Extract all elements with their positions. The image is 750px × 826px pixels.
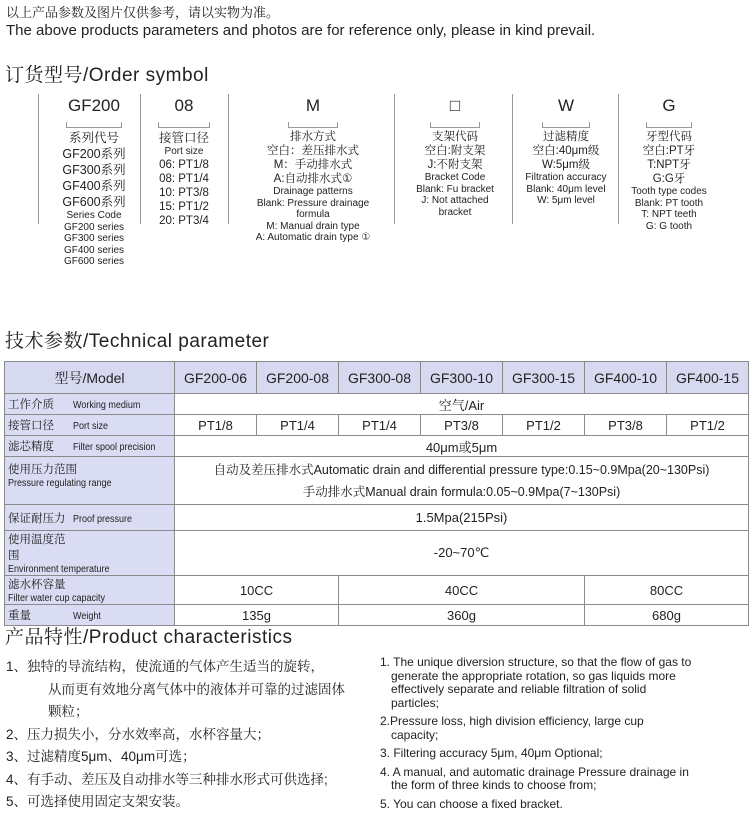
port-cell: PT3/8 (585, 415, 667, 436)
order-desc-line: J:不附支架 (427, 159, 483, 171)
table-row (5, 436, 749, 457)
characteristics-title: 产品特性/Product characteristics (5, 627, 293, 648)
port-cell: PT1/2 (503, 415, 585, 436)
list-item: 1、独特的导流结构，使流通的气体产生适当的旋转， (6, 659, 325, 674)
order-desc-line: M：手动排水式 (273, 159, 353, 171)
model-cell: GF400-10 (585, 362, 667, 394)
model-label: 型号/Model (5, 362, 175, 394)
order-code-desc (518, 130, 614, 207)
order-symbol-diagram (54, 94, 714, 290)
list-item-line: particles; (391, 695, 440, 710)
list-item-line: generate the appropriate rotation, so gas liquids more (391, 668, 676, 683)
order-desc-line: G:G牙 (652, 173, 686, 185)
order-desc-line: A: Automatic drain type ① (255, 232, 371, 243)
order-code: G (662, 96, 676, 115)
order-desc-line: M: Manual drain type (266, 220, 360, 232)
characteristics-en (380, 656, 746, 816)
order-code-desc (400, 130, 510, 218)
weight-cell: 360g (339, 605, 585, 626)
order-desc-line: T: NPT teeth (641, 209, 697, 220)
order-desc-line: GF600系列 (62, 195, 126, 209)
list-item-line: 1. The unique diversion structure, so that the flow of gas to (380, 655, 692, 669)
list-item (380, 747, 746, 761)
order-desc-line: GF300 series (63, 233, 125, 244)
list-item (380, 766, 746, 793)
order-desc-line: Filtration accuracy (525, 172, 607, 183)
list-item: 4、有手动、差压及自动排水等三种排水形式可供选择; (6, 771, 328, 787)
pressure-line-manual: 手动排水式Manual drain formula:0.05~0.9Mpa(7~130Psi) (302, 484, 621, 499)
order-desc-line: GF400系列 (62, 179, 126, 193)
bracket-line (140, 94, 146, 224)
list-item-line: the form of three kinds to choose from; (391, 778, 597, 792)
list-item (380, 715, 746, 742)
pressure-value (175, 457, 749, 505)
cup-cell: 40CC (339, 576, 585, 605)
list-item: 2、压力损失小，分水效率高，水杯容量大； (6, 726, 271, 742)
row-label: 使用压力范围Pressure regulating range (5, 457, 175, 505)
order-desc-line: Blank: Fu bracket (416, 183, 494, 195)
order-desc-line: Blank: Pressure drainage (256, 197, 370, 209)
table-row (5, 505, 749, 531)
row-label: 使用温度范围Environment temperature (5, 531, 175, 576)
underline-bracket (646, 122, 692, 128)
bracket-line (618, 94, 624, 224)
list-item: 从而更有效地分离气体中的液体并可靠的过滤固体 (48, 681, 345, 697)
row-label: 滤水杯容量Filter water cup capacity (5, 576, 175, 605)
list-item-line: effectively separate and reliable filtration of solid (391, 682, 647, 696)
order-desc-line: 20: PT3/4 (159, 214, 209, 227)
order-desc-line: Bracket Code (424, 172, 486, 183)
bracket-line (512, 94, 518, 224)
underline-bracket (430, 122, 480, 128)
order-desc-line: 空白：差压排水式 (267, 145, 359, 157)
disclaimer-en: The above products parameters and photos are for reference only, please in kind prevail. (6, 22, 596, 39)
list-item-line: 3. Filtering accuracy 5μm, 40μm Optional; (380, 746, 603, 760)
order-desc-line: 15: PT1/2 (159, 200, 209, 213)
order-desc-line: GF600 series (63, 256, 125, 267)
medium-value: 空气/Air (175, 394, 749, 415)
table-row (5, 394, 749, 415)
order-desc-line: Port size (164, 146, 204, 157)
row-label: 接管口径 Port size (5, 415, 175, 436)
temp-value: -20~70℃ (175, 531, 749, 576)
row-label: 工作介质 Working medium (5, 394, 175, 415)
order-desc-line: 过滤精度 (543, 131, 589, 143)
order-desc-line: GF400 series (63, 244, 125, 256)
order-desc-line: W:5μm级 (542, 159, 590, 171)
list-item-line: 4. A manual, and automatic drainage Pressure drainage in (380, 764, 689, 779)
order-code: 08 (174, 96, 194, 115)
order-desc-line: T:NPT牙 (647, 159, 691, 171)
underline-bracket (66, 122, 122, 128)
weight-cell: 135g (175, 605, 339, 626)
list-item (380, 798, 746, 812)
order-desc-line: bracket (438, 206, 472, 218)
order-code-desc (234, 130, 392, 244)
order-desc-line: GF300系列 (62, 163, 126, 177)
model-cell: GF300-08 (339, 362, 421, 394)
order-desc-line: 空白:40μm级 (532, 145, 600, 157)
order-desc-line: A:自动排水式① (273, 173, 353, 185)
order-desc-line: Blank: 40μm level (526, 183, 606, 195)
order-desc-line: 支架代码 (432, 131, 478, 143)
order-code: W (557, 96, 575, 115)
pressure-line-auto: 自动及差压排水式Automatic drain and differential pressure type:0.15~0.9Mpa(20~130Psi) (213, 462, 710, 477)
order-desc-line: 08: PT1/4 (159, 172, 209, 185)
order-desc-line: formula (296, 209, 330, 220)
order-desc-line: 接管口径 (158, 131, 209, 145)
characteristics-cn (6, 656, 366, 814)
order-desc-line: Tooth type codes (631, 186, 707, 197)
disclaimer-cn: 以上产品参数及图片仅供参考，请以实物为准。 (6, 5, 280, 20)
cup-cell: 10CC (175, 576, 339, 605)
list-item-line: capacity; (391, 727, 439, 742)
order-code: M (305, 96, 321, 115)
order-desc-line: Series Code (66, 210, 122, 221)
order-desc-line: 排水方式 (290, 131, 336, 143)
bracket-line (228, 94, 234, 224)
list-item (380, 656, 746, 710)
port-cell: PT1/4 (339, 415, 421, 436)
order-desc-line: 空白:附支架 (424, 145, 486, 157)
list-item: 颗粒； (48, 704, 89, 719)
row-label: 保证耐压力 Proof pressure (5, 505, 175, 531)
tech-param-title: 技术参数/Technical parameter (5, 331, 270, 352)
weight-cell: 680g (585, 605, 749, 626)
model-cell: GF300-15 (503, 362, 585, 394)
model-cell: GF200-06 (175, 362, 257, 394)
underline-bracket (542, 122, 590, 128)
order-code-desc (54, 130, 134, 268)
port-cell: PT1/2 (667, 415, 749, 436)
bracket-line (38, 94, 44, 224)
order-desc-line: GF200系列 (62, 147, 126, 161)
order-desc-line: W: 5μm level (537, 195, 595, 206)
port-cell: PT3/8 (421, 415, 503, 436)
order-desc-line: 10: PT3/8 (159, 186, 209, 199)
underline-bracket (288, 122, 338, 128)
order-desc-line: 牙型代码 (646, 131, 692, 143)
list-item-line: 2.Pressure loss, high division efficiency, large cup (380, 714, 644, 728)
order-desc-line: 系列代号 (68, 131, 119, 145)
model-cell: GF200-08 (257, 362, 339, 394)
order-code: GF200 (68, 96, 120, 115)
port-cell: PT1/4 (257, 415, 339, 436)
list-item: 3、过滤精度5μm、40μm可选； (6, 749, 196, 764)
table-row (5, 531, 749, 576)
table-row (5, 457, 749, 505)
table-row (5, 576, 749, 605)
order-desc-line: Drainage patterns (273, 186, 353, 197)
order-desc-line: 空白:PT牙 (642, 145, 696, 157)
cup-cell: 80CC (585, 576, 749, 605)
port-cell: PT1/8 (175, 415, 257, 436)
order-code-desc (624, 130, 714, 232)
order-code-desc (146, 130, 222, 228)
spec-table (4, 361, 749, 626)
list-item: 5、可选择使用固定支架安装。 (6, 794, 190, 809)
precision-value: 40μm或5μm (175, 436, 749, 457)
list-item-line: 5. You can choose a fixed bracket. (380, 796, 563, 811)
bracket-line (394, 94, 400, 224)
order-desc-line: 06: PT1/8 (159, 158, 209, 171)
model-cell: GF400-15 (667, 362, 749, 394)
model-cell: GF300-10 (421, 362, 503, 394)
order-symbol-title: 订货型号/Order symbol (5, 65, 209, 86)
row-label: 滤芯精度 Filter spool precision (5, 436, 175, 457)
underline-bracket (158, 122, 210, 128)
order-desc-line: GF200 series (63, 221, 125, 233)
order-desc-line: Blank: PT tooth (634, 197, 704, 209)
order-desc-line: J: Not attached (421, 195, 489, 206)
table-row (5, 415, 749, 436)
row-label: 重量 Weight (5, 605, 175, 626)
order-code: □ (449, 96, 461, 115)
table-header-row (5, 362, 749, 394)
proof-value: 1.5Mpa(215Psi) (175, 505, 749, 531)
order-desc-line: G: G tooth (645, 220, 693, 232)
